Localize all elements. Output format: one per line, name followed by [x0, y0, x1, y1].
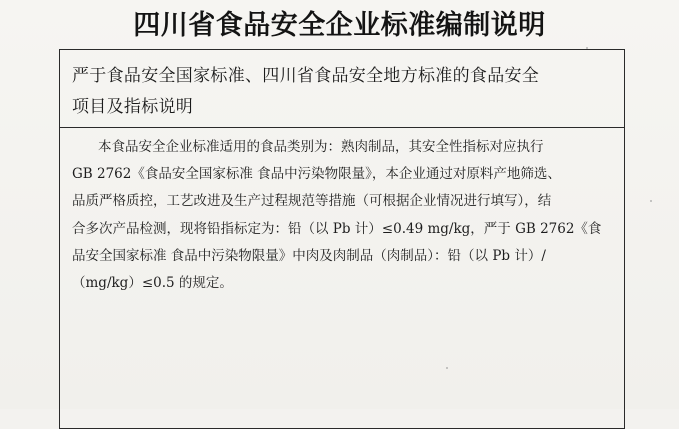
- paragraph-line: 本食品安全企业标准适用的食品类别为：熟肉制品，其安全性指标对应执行: [98, 139, 544, 155]
- document-title: 四川省食品安全企业标准编制说明: [133, 10, 546, 41]
- section-heading-line: 严于食品安全国家标准、四川省食品安全地方标准的食品安全: [72, 66, 540, 86]
- scan-speck: [586, 47, 588, 49]
- paragraph-line: GB 2762《食品安全国家标准 食品中污染物限量》，本企业通过对原料产地筛选、: [72, 166, 561, 183]
- section-heading-line: 项目及指标说明: [72, 97, 194, 117]
- paragraph-line: 品质严格质控，工艺改进及生产过程规范等措施（可根据企业情况进行填写），结: [72, 193, 552, 210]
- section-heading: [72, 61, 617, 123]
- table-row-divider: [59, 127, 625, 128]
- paragraph-line: 合多次产品检测，现将铅指标定为：铅（以 Pb 计）≤0.49 mg/kg，严于 GB 2762《食: [72, 220, 602, 237]
- scan-speck: [650, 200, 652, 202]
- explanation-paragraph: [72, 134, 618, 297]
- scan-speck: [446, 367, 448, 369]
- paragraph-line: 品安全国家标准 食品中污染物限量》中肉及肉制品（肉制品）：铅（以 Pb 计）/: [72, 247, 546, 264]
- paragraph-line: （mg/kg）≤0.5 的规定。: [72, 275, 233, 292]
